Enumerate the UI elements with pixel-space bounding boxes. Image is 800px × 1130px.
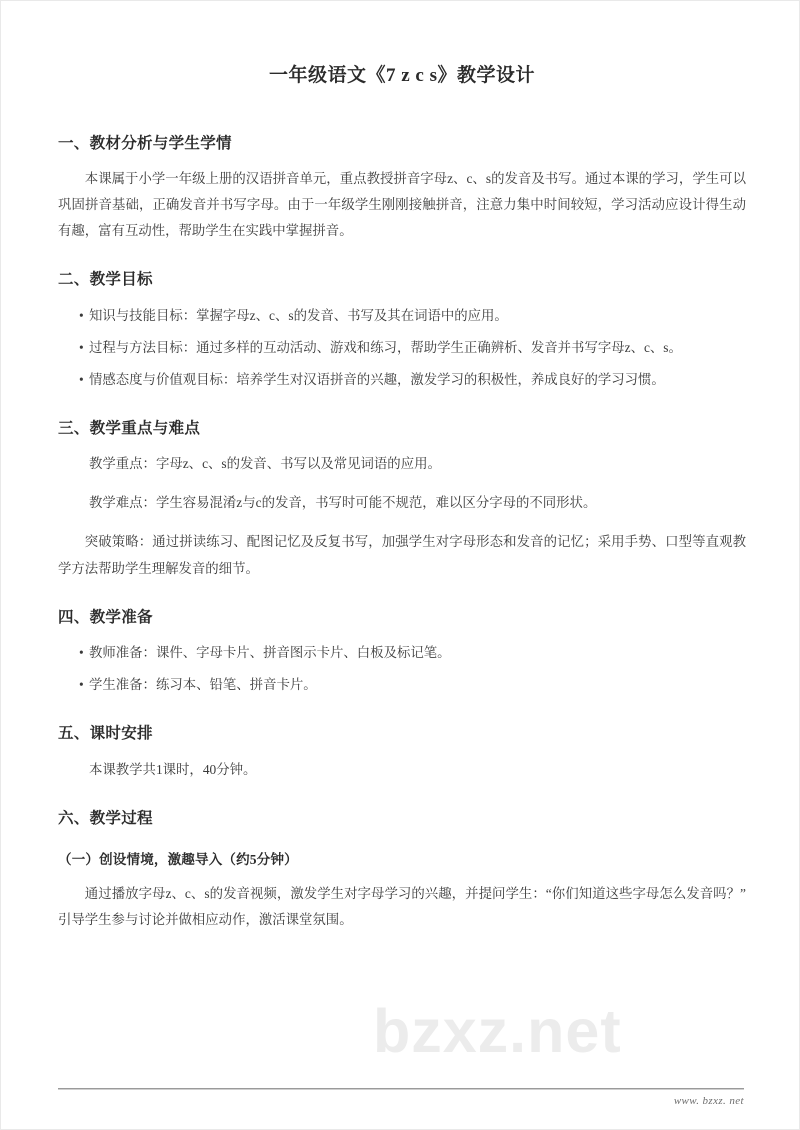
section-teaching-objectives (58, 268, 746, 393)
bullet-icon: • (79, 371, 84, 387)
list-item (58, 672, 746, 698)
section-teaching-material-analysis (58, 132, 746, 245)
watermark: bzxz.net (373, 997, 622, 1065)
section-teaching-process (58, 807, 746, 934)
spacer (58, 698, 746, 722)
spacer (58, 155, 746, 166)
spacer (58, 783, 746, 807)
section-heading: 二、教学目标 (58, 271, 153, 289)
page-title: 一年级语文《7 z c s》教学设计 (268, 65, 535, 86)
section-paragraph: 教学难点：学生容易混淆z与c的发音，书写时可能不规范，难以区分字母的不同形状。 (89, 495, 597, 511)
preparation-list (58, 640, 746, 698)
section-class-schedule (58, 722, 746, 782)
subsection-heading: （一）创设情境，激趣导入（约5分钟） (58, 851, 298, 867)
list-item-text: 教师准备：课件、字母卡片、拼音图示卡片、白板及标记笔。 (89, 645, 451, 660)
section-paragraph: 本课属于小学一年级上册的汉语拼音单元，重点教授拼音字母z、c、s的发音及书写。通过本课的学习，学生可以巩固拼音基础，正确发音并书写字母。由于一年级学生刚刚接触拼音，注意力集中时间较短，学习活动应设计得生动有趣，富有互动性，帮助学生在实践中掌握拼音。 (58, 170, 746, 239)
section-key-points-and-difficulties (58, 417, 746, 582)
section-paragraph: 通过播放字母z、c、s的发音视频，激发学生对字母学习的兴趣，并提问学生：“你们知道这些字母怎么发音吗？”引导学生参与讨论并做相应动作，激活课堂氛围。 (58, 886, 746, 928)
spacer (58, 516, 746, 529)
spacer (58, 582, 746, 606)
spacer (58, 477, 746, 490)
spacer (58, 870, 746, 881)
section-heading: 六、教学过程 (58, 809, 153, 827)
section-paragraph: 本课教学共1课时，40分钟。 (89, 761, 257, 777)
section-heading: 四、教学准备 (58, 608, 153, 626)
spacer (58, 629, 746, 640)
list-item (58, 303, 746, 329)
spacer (58, 746, 746, 757)
footer-url: www. bzxz. net (673, 1095, 744, 1107)
section-heading: 一、教材分析与学生学情 (58, 134, 232, 152)
spacer (58, 292, 746, 303)
section-heading: 三、教学重点与难点 (58, 419, 201, 437)
objectives-list (58, 303, 746, 393)
section-paragraph: 突破策略：通过拼读练习、配图记忆及反复书写，加强学生对字母形态和发音的记忆；采用手势、口型等直观教学方法帮助学生理解发音的细节。 (58, 534, 746, 576)
list-item-text: 学生准备：练习本、铅笔、拼音卡片。 (89, 677, 317, 693)
spacer (58, 90, 746, 132)
list-item-text: 过程与方法目标：通过多样的互动活动、游戏和练习，帮助学生正确辨析、发音并书写字母z、c、s。 (89, 339, 682, 355)
section-heading: 五、课时安排 (58, 725, 153, 743)
section-paragraph: 教学重点：字母z、c、s的发音、书写以及常见词语的应用。 (89, 456, 441, 472)
section-teaching-preparation (58, 606, 746, 699)
page-footer (58, 1088, 744, 1107)
list-item-text: 知识与技能目标：掌握字母z、c、s的发音、书写及其在词语中的应用。 (89, 307, 508, 323)
bullet-icon: • (79, 677, 84, 693)
list-item (58, 640, 746, 666)
spacer (58, 830, 746, 850)
spacer (58, 440, 746, 451)
list-item (58, 335, 746, 361)
bullet-icon: • (79, 339, 84, 355)
list-item-text: 情感态度与价值观目标：培养学生对汉语拼音的兴趣，激发学习的积极性，养成良好的学习习惯。 (89, 371, 665, 387)
bullet-icon: • (79, 645, 84, 660)
list-item (58, 367, 746, 393)
spacer (58, 393, 746, 417)
bullet-icon: • (79, 307, 84, 323)
footer-divider (58, 1088, 744, 1090)
spacer (58, 244, 746, 268)
document-content (58, 1, 746, 933)
